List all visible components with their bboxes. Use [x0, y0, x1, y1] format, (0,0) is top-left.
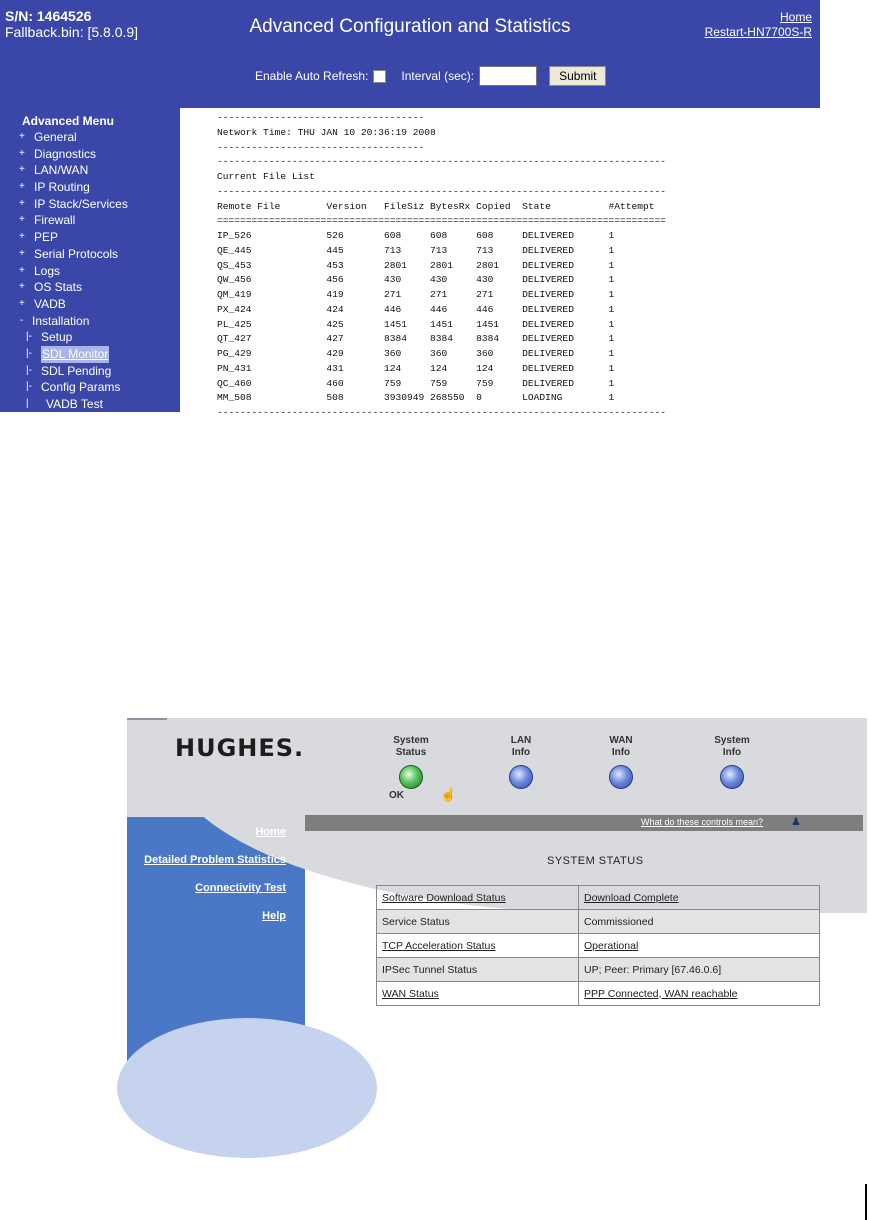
menu-item-label: Firewall	[34, 213, 76, 228]
pointer-hand-icon: ☝	[440, 787, 457, 802]
interval-label: Interval (sec):	[401, 69, 475, 83]
header-links	[705, 10, 812, 40]
file-list-text: ------------------------------------ Network Time: THU JAN 10 20:36:19 2008 ------------------------------------ ------------------------------------------------------------------------------ Current File List ------------------------------------------------------------------------------ Remote File Version FileSiz BytesRx Copied State #Attempt ============================================================================== IP_526 526 608 608 608 DELIVERED 1 QE_445 445 713 713 713 DELIVERED 1 QS_453 453 2801 2801 2801 DELIVERED 1 QW_456 456 430 430 430 DELIVERED 1 QM_419 419 271 271 271 DELIVERED 1 PX_424 424 446 446 446 DELIVERED 1 PL_425 425 1451 1451 1451 DELIVERED 1 QT_427 427 8384 8384 8384 DELIVERED 1 PG_429 429 360 360 360 DELIVERED 1 PN_431 431 124 124 124 DELIVERED 1 QC_460 460 759 759 759 DELIVERED 1 MM_508 508 3930949 268550 0 LOADING 1 ------------------------------------------------------------------------------	[217, 112, 667, 418]
status-label-text[interactable]: WAN Status	[382, 987, 439, 1000]
control-label-line1: System	[714, 735, 750, 746]
status-row	[377, 886, 820, 910]
advanced-config-screenshot	[0, 0, 820, 418]
menu-bullet-icon: |-	[26, 381, 32, 393]
status-value[interactable]	[579, 934, 820, 958]
status-light-icon[interactable]	[720, 765, 744, 789]
menu-subitem-config-params[interactable]	[0, 379, 180, 396]
control-wan-info[interactable]	[576, 735, 666, 789]
header-bar	[0, 0, 820, 108]
restart-link[interactable]: Restart-HN7700S-R	[704, 25, 812, 39]
status-label	[377, 910, 579, 934]
menu-item-installation[interactable]	[0, 313, 180, 330]
status-label[interactable]	[377, 934, 579, 958]
menu-item-label: VADB Test	[46, 397, 103, 411]
status-value-text: Commissioned	[584, 915, 654, 928]
menu-item-logs[interactable]	[0, 263, 180, 280]
menu-item-label: IP Stack/Services	[34, 196, 128, 211]
menu-item-label: IP Routing	[34, 180, 90, 195]
menu-item-diagnostics[interactable]	[0, 146, 180, 163]
hughes-status-screenshot	[127, 718, 863, 1084]
menu-item-firewall[interactable]	[0, 212, 180, 229]
menu-header: Advanced Menu	[22, 114, 115, 128]
menu-item-os-stats[interactable]	[0, 279, 180, 296]
status-label[interactable]	[377, 886, 579, 910]
nav-link-help[interactable]: Help	[262, 910, 286, 922]
interval-input[interactable]	[479, 66, 537, 86]
menu-item-label: General	[34, 130, 77, 144]
control-label-line2: Info	[722, 747, 742, 758]
status-value-text[interactable]: PPP Connected, WAN reachable	[584, 987, 738, 1000]
controls-help-link[interactable]: What do these controls mean?	[641, 817, 764, 827]
menu-item-label: SDL Monitor	[42, 346, 109, 361]
menu-bullet-icon: +	[19, 147, 25, 159]
menu-subitem-sdl-pending[interactable]	[0, 363, 180, 380]
nav-link-detailed-problem-statistics[interactable]: Detailed Problem Statistics	[144, 854, 286, 866]
status-row	[377, 982, 820, 1006]
menu-item-general[interactable]	[0, 129, 180, 146]
control-label-line2: Info	[611, 747, 631, 758]
hughes-logo: HUGHES.	[175, 734, 305, 762]
side-nav	[144, 826, 286, 938]
fallback-version: Fallback.bin: [5.8.0.9]	[5, 24, 139, 40]
menu-list	[0, 129, 180, 413]
control-label-line1: System	[393, 735, 429, 746]
menu-item-label: Config Params	[41, 380, 121, 395]
menu-bullet-icon: -	[20, 314, 24, 326]
home-link[interactable]: Home	[779, 10, 812, 24]
auto-refresh-label: Enable Auto Refresh:	[255, 69, 369, 83]
menu-item-pep[interactable]	[0, 229, 180, 246]
control-label-line2: Info	[511, 747, 531, 758]
menu-bullet-icon: |	[26, 398, 29, 409]
status-value[interactable]	[579, 982, 820, 1006]
status-light-icon[interactable]	[609, 765, 633, 789]
status-value-text[interactable]: Operational	[584, 939, 639, 952]
menu-bullet-icon: +	[19, 264, 25, 276]
menu-item-label: VADB	[34, 296, 66, 311]
menu-item-lan-wan[interactable]	[0, 162, 180, 179]
status-light-icon[interactable]	[399, 765, 423, 789]
status-label	[377, 958, 579, 982]
page-title: Advanced Configuration and Statistics	[249, 16, 571, 37]
menu-item-label: PEP	[34, 230, 59, 245]
side-bottom-curve	[127, 1018, 305, 1084]
menu-bullet-icon: +	[19, 297, 25, 309]
system-status-title: SYSTEM STATUS	[547, 855, 644, 867]
status-ok-text: OK	[389, 790, 404, 801]
menu-item-label: OS Stats	[34, 280, 83, 295]
menu-subitem-setup[interactable]	[0, 329, 180, 346]
control-lan-info[interactable]	[476, 735, 566, 789]
menu-item-serial-protocols[interactable]	[0, 246, 180, 263]
control-system-info[interactable]	[687, 735, 777, 789]
menu-bullet-icon: +	[19, 181, 25, 193]
status-row	[377, 910, 820, 934]
menu-subitem-sdl-monitor[interactable]	[0, 346, 180, 363]
status-value[interactable]	[579, 886, 820, 910]
menu-item-vadb[interactable]	[0, 296, 180, 313]
status-row	[377, 958, 820, 982]
menu-bullet-icon: |-	[26, 331, 32, 343]
status-value-text: UP; Peer: Primary [67.46.0.6]	[584, 963, 722, 976]
help-bar	[305, 815, 863, 831]
menu-item-label: Setup	[41, 330, 73, 345]
status-value-text[interactable]: Download Complete	[584, 891, 679, 904]
nav-link-connectivity-test[interactable]: Connectivity Test	[195, 882, 286, 894]
menu-bullet-icon: +	[19, 247, 25, 259]
control-system-status[interactable]	[366, 735, 456, 789]
menu-bullet-icon: +	[19, 231, 25, 243]
menu-bullet-icon: |-	[26, 364, 32, 376]
status-label-text: Service Status	[382, 915, 450, 928]
menu-subitem-vadb-test[interactable]	[0, 396, 180, 413]
menu-bullet-icon: +	[19, 197, 25, 209]
menu-item-label: Logs	[34, 263, 61, 278]
menu-item-label: Diagnostics	[34, 146, 97, 161]
status-light-icon[interactable]	[509, 765, 533, 789]
menu-item-ip-stack-services[interactable]	[0, 196, 180, 213]
advanced-menu	[0, 108, 180, 412]
menu-bullet-icon: +	[19, 131, 25, 142]
menu-item-label: LAN/WAN	[34, 163, 89, 178]
menu-item-label: SDL Pending	[41, 363, 112, 378]
control-label-line2: Status	[395, 747, 427, 758]
menu-bullet-icon: +	[19, 214, 25, 226]
menu-item-ip-routing[interactable]	[0, 179, 180, 196]
serial-number: S/N: 1464526	[5, 8, 92, 24]
sdl-monitor-content	[181, 108, 820, 418]
status-label[interactable]	[377, 982, 579, 1006]
status-row	[377, 934, 820, 958]
control-label-line1: WAN	[609, 735, 633, 746]
menu-bullet-icon: |-	[26, 347, 32, 359]
help-person-icon[interactable]: ♟	[791, 816, 801, 828]
status-value	[579, 958, 820, 982]
menu-bullet-icon: +	[19, 281, 25, 293]
menu-bullet-icon: +	[19, 164, 25, 176]
status-label-text[interactable]: TCP Acceleration Status	[382, 939, 496, 952]
page-edge-mark	[865, 1184, 867, 1220]
auto-refresh-form	[255, 66, 606, 86]
status-value	[579, 910, 820, 934]
menu-item-label: Installation	[32, 313, 90, 328]
auto-refresh-checkbox[interactable]	[373, 70, 386, 83]
control-label-line1: LAN	[510, 735, 532, 746]
menu-item-label: Serial Protocols	[34, 246, 119, 261]
system-status-table	[376, 885, 820, 1006]
nav-link-home[interactable]: Home	[255, 826, 286, 838]
status-label-text[interactable]: Software Download Status	[382, 891, 506, 904]
status-label-text: IPSec Tunnel Status	[382, 963, 478, 976]
submit-button[interactable]: Submit	[549, 66, 606, 86]
